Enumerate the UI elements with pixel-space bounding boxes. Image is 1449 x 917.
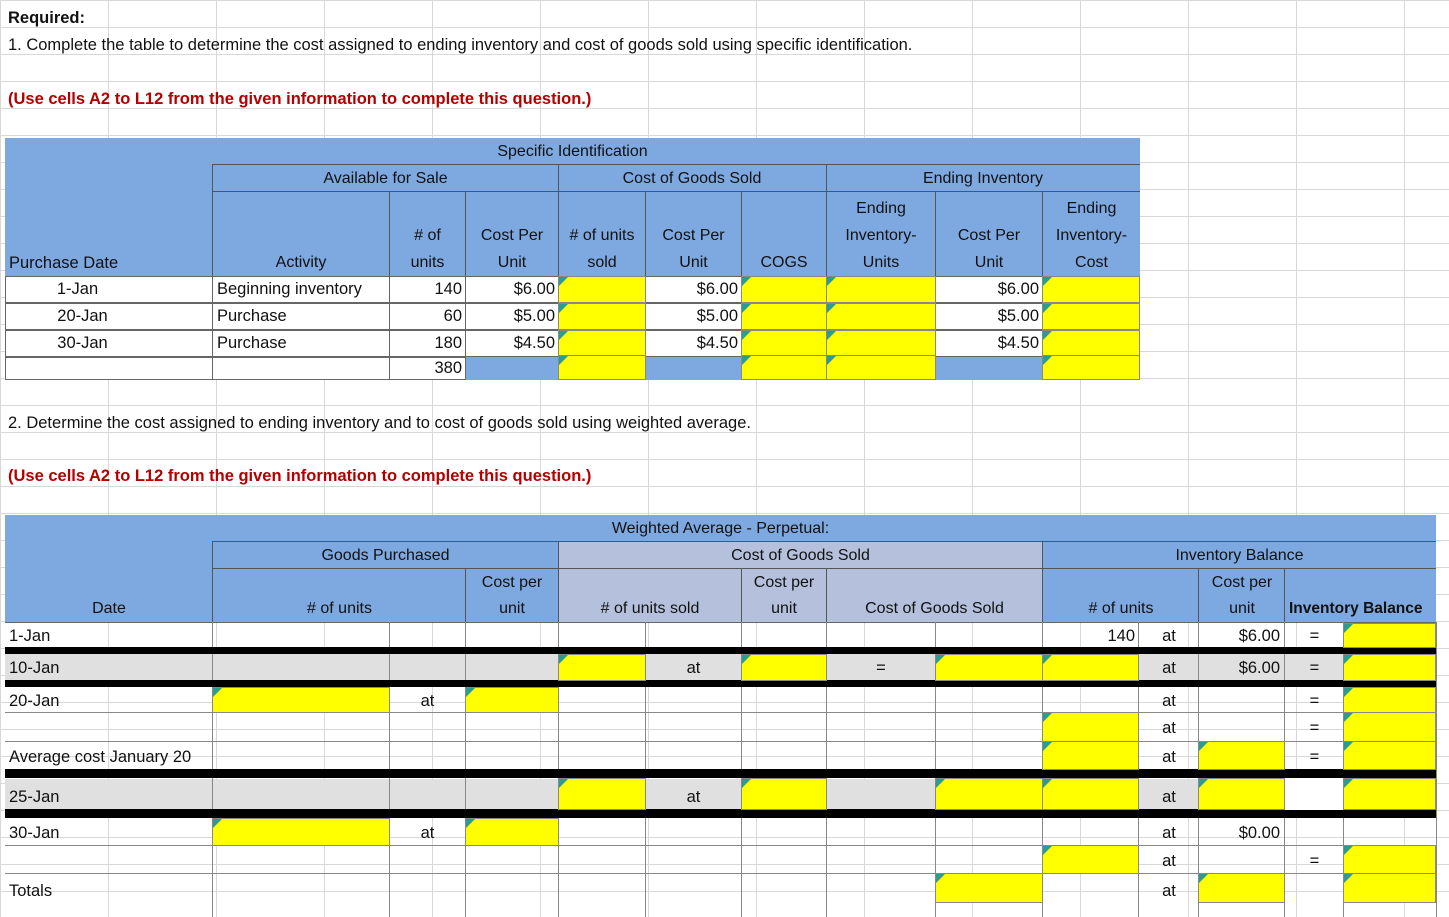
units-sold-total-input[interactable] xyxy=(558,355,646,380)
equals-label: = xyxy=(1309,719,1320,737)
inventory-balance-group-header: Inventory Balance xyxy=(1175,547,1304,564)
inventory-balance-input[interactable] xyxy=(1343,778,1436,810)
cogs-cost-per-unit-header-l2: Unit xyxy=(679,254,708,271)
row-units: 140 xyxy=(434,280,462,298)
row-date-1jan: 1-Jan xyxy=(9,627,51,645)
row-activity: Purchase xyxy=(217,334,287,352)
balance-units-value: 140 xyxy=(1107,627,1135,645)
units-sold-header-l2: sold xyxy=(587,254,617,271)
weighted-avg-title: Weighted Average - Perpetual: xyxy=(611,520,830,537)
inventory-balance-input[interactable] xyxy=(1343,845,1436,874)
inventory-balance-input[interactable] xyxy=(1343,741,1436,770)
at-label: at xyxy=(686,659,701,677)
balance-cpu-value: $6.00 xyxy=(1238,659,1280,677)
inventory-balance-input[interactable] xyxy=(1343,687,1436,713)
units-sold-header-2: # of units sold xyxy=(600,600,700,617)
cogs-row-cost: $4.50 xyxy=(696,334,738,352)
goods-purchased-header: Goods Purchased xyxy=(321,547,450,564)
average-cost-input[interactable] xyxy=(1198,741,1285,770)
row-cost: $5.00 xyxy=(513,307,555,325)
row-date: 20-Jan xyxy=(57,307,108,325)
average-cost-label: Average cost January 20 xyxy=(9,748,192,766)
units-sold-input[interactable] xyxy=(558,330,646,357)
balance-units-input[interactable] xyxy=(1042,712,1139,742)
balance-cpu-value: $6.00 xyxy=(1238,627,1280,645)
row-date-10jan: 10-Jan xyxy=(9,659,60,677)
at-label: at xyxy=(1162,788,1176,806)
row-activity: Beginning inventory xyxy=(217,280,362,298)
question-2-text: 2. Determine the cost assigned to ending inventory and to cost of goods sold using weighted average. xyxy=(8,414,751,432)
spec-id-title: Specific Identification xyxy=(497,143,648,160)
ei-row-cost: $6.00 xyxy=(997,280,1039,298)
at-label: at xyxy=(1162,748,1176,766)
ei-units-header-l1: Ending xyxy=(856,200,906,217)
total-units: 380 xyxy=(434,359,462,377)
ei-units-header-l3: Units xyxy=(862,254,900,271)
balance-units-input[interactable] xyxy=(1042,778,1139,810)
row-activity: Purchase xyxy=(217,307,287,325)
cogs-row-cost: $6.00 xyxy=(696,280,738,298)
equals-label: = xyxy=(876,659,886,677)
at-label: at xyxy=(1162,659,1176,677)
cogs-input[interactable] xyxy=(741,276,827,303)
cogs-input[interactable] xyxy=(935,654,1043,681)
at-label: at xyxy=(420,824,435,842)
row-cost: $4.50 xyxy=(513,334,555,352)
units-sold-input[interactable] xyxy=(558,303,646,330)
inventory-balance-input[interactable] xyxy=(1343,712,1436,742)
cogs-group-header-2: Cost of Goods Sold xyxy=(731,547,870,564)
balance-cpu-input[interactable] xyxy=(1198,778,1285,810)
total-inventory-balance-input[interactable] xyxy=(1343,873,1436,903)
purchased-cpu-header-l1: Cost per xyxy=(481,574,543,591)
at-label: at xyxy=(1162,882,1176,900)
ei-units-total-input[interactable] xyxy=(826,355,936,380)
available-for-sale-header: Available for Sale xyxy=(323,170,448,187)
purchase-date-header: Purchase Date xyxy=(9,254,119,272)
at-label: at xyxy=(686,788,701,806)
equals-label: = xyxy=(1309,692,1320,710)
balance-cpu-header-l1: Cost per xyxy=(1211,574,1273,591)
equals-label: = xyxy=(1309,748,1320,766)
inventory-balance-input[interactable] xyxy=(1343,654,1436,681)
units-sold-input[interactable] xyxy=(558,276,646,303)
ei-units-input[interactable] xyxy=(826,330,936,357)
balance-units-input[interactable] xyxy=(1042,845,1139,874)
cogs-group-header: Cost of Goods Sold xyxy=(622,170,762,187)
balance-units-input[interactable] xyxy=(1042,654,1139,681)
totals-label: Totals xyxy=(9,882,53,900)
ei-units-header-l2: Inventory- xyxy=(845,227,917,244)
activity-header: Activity xyxy=(275,254,327,271)
units-header-l2: units xyxy=(410,254,445,271)
ei-cost-input[interactable] xyxy=(1042,276,1140,303)
at-label: at xyxy=(1162,627,1176,645)
ei-units-input[interactable] xyxy=(826,303,936,330)
at-label: at xyxy=(1162,719,1176,737)
at-label: at xyxy=(420,692,435,710)
row-units: 60 xyxy=(443,307,462,325)
ei-cost-header-l3: Cost xyxy=(1075,254,1108,271)
cogs-cpu-header-l1: Cost per xyxy=(753,574,815,591)
units-sold-input[interactable] xyxy=(558,778,646,810)
cogs-row-cost: $5.00 xyxy=(696,307,738,325)
ei-cost-header-l2: Inventory- xyxy=(1055,227,1128,244)
at-label: at xyxy=(1162,692,1176,710)
ei-cost-header-l1: Ending xyxy=(1066,200,1117,217)
cogs-header: COGS xyxy=(760,254,808,271)
cogs-cpu-input[interactable] xyxy=(741,778,827,810)
purchased-cpu-input[interactable] xyxy=(465,687,559,713)
required-heading: Required: xyxy=(8,9,86,27)
cogs-input[interactable] xyxy=(741,330,827,357)
ei-units-input[interactable] xyxy=(826,276,936,303)
cells-note-2: (Use cells A2 to L12 from the given information to complete this question.) xyxy=(8,467,592,485)
cogs-cpu-input[interactable] xyxy=(741,654,827,681)
total-cpu-input[interactable] xyxy=(1198,873,1285,903)
cogs-input[interactable] xyxy=(741,303,827,330)
cells-note-1: (Use cells A2 to L12 from the given information to complete this question.) xyxy=(8,90,592,108)
row-date-20jan: 20-Jan xyxy=(9,692,60,710)
row-date: 30-Jan xyxy=(57,334,108,352)
balance-cpu-header-l2: unit xyxy=(1229,600,1255,617)
ei-row-cost: $5.00 xyxy=(997,307,1039,325)
equals-label: = xyxy=(1309,627,1320,645)
cogs-cost-per-unit-header-l1: Cost Per xyxy=(662,227,725,244)
purchased-units-header: # of units xyxy=(307,600,372,617)
units-header-l1: # of xyxy=(414,227,441,244)
row-units: 180 xyxy=(434,334,462,352)
ei-cost-input[interactable] xyxy=(1042,303,1140,330)
cogs-cpu-header-l2: unit xyxy=(771,600,797,617)
row-cost: $6.00 xyxy=(513,280,555,298)
cogs-input[interactable] xyxy=(935,778,1043,810)
ei-cost-total-input[interactable] xyxy=(1042,355,1140,380)
row-date-30jan: 30-Jan xyxy=(9,824,60,842)
equals-label: = xyxy=(1309,659,1320,677)
question-1-text: 1. Complete the table to determine the cost assigned to ending inventory and cost of goods sold using specific identification. xyxy=(8,36,913,54)
row-date: 1-Jan xyxy=(56,280,99,298)
purchased-units-input[interactable] xyxy=(212,818,390,846)
at-label: at xyxy=(1162,824,1176,842)
row-date-25jan: 25-Jan xyxy=(9,788,60,806)
cost-per-unit-header-l1: Cost Per xyxy=(480,227,544,244)
ei-cost-per-unit-header-l2: Unit xyxy=(974,254,1004,271)
purchased-cpu-header-l2: unit xyxy=(499,600,525,617)
date-header: Date xyxy=(92,600,126,617)
balance-units-input[interactable] xyxy=(1042,741,1139,770)
cogs-amount-header: Cost of Goods Sold xyxy=(865,600,1004,617)
equals-label: = xyxy=(1309,852,1320,870)
ei-cost-per-unit-header-l1: Cost Per xyxy=(957,227,1021,244)
purchased-units-input[interactable] xyxy=(212,687,390,713)
ei-cost-input[interactable] xyxy=(1042,330,1140,357)
inventory-balance-input[interactable] xyxy=(1343,623,1436,648)
cost-per-unit-header-l2: Unit xyxy=(497,254,527,271)
units-sold-header-l1: # of units xyxy=(569,227,635,244)
balance-cpu-value: $0.00 xyxy=(1238,824,1280,842)
cogs-total-input[interactable] xyxy=(741,355,827,380)
inventory-balance-header: Inventory Balance xyxy=(1289,600,1423,617)
at-label: at xyxy=(1162,852,1176,870)
balance-units-header: # of units xyxy=(1088,600,1154,617)
units-sold-input[interactable] xyxy=(558,654,646,681)
ending-inventory-group-header: Ending Inventory xyxy=(922,170,1044,187)
ei-row-cost: $4.50 xyxy=(997,334,1039,352)
purchased-cpu-input[interactable] xyxy=(465,818,559,846)
total-cogs-input[interactable] xyxy=(935,873,1043,903)
